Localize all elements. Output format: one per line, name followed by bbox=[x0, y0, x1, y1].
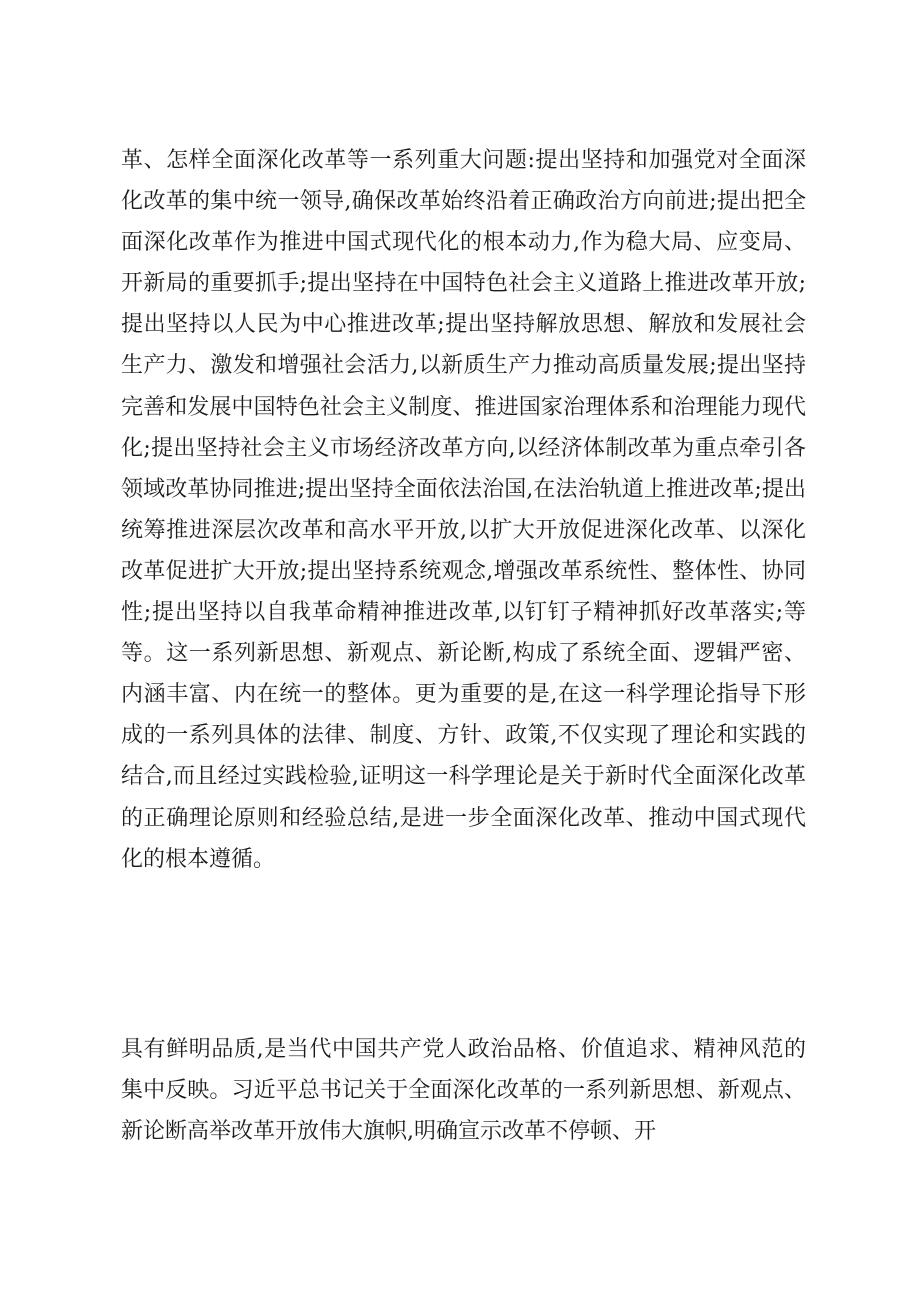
body-paragraph: 革、怎样全面深化改革等一系列重大问题:提出坚持和加强党对全面深化改革的集中统一领导,确保改革始终沿着正确政治方向前进;提出把全面深化改革作为推进中国式现代化的根本动力,作为稳大局、应变局、开新局的重要抓手;提出坚持在中国特色社会主义道路上推进改革开放;提出坚持以人民为中心推进改革;提出坚持解放思想、解放和发展社会生产力、激发和增强社会活力,以新质生产力推动高质量发展;提出坚持完善和发展中国特色社会主义制度、推进国家治理体系和治理能力现代化;提出坚持社会主义市场经济改革方向,以经济体制改革为重点牵引各领域改革协同推进;提出坚持全面依法治国,在法治轨道上推进改革;提出统筹推进深层次改革和高水平开放,以扩大开放促进深化改革、以深化改革促进扩大开放;提出坚持系统观念,增强改革系统性、整体性、协同性;提出坚持以自我革命精神推进改革,以钉钉子精神抓好改革落实;等等。这一系列新思想、新观点、新论断,构成了系统全面、逻辑严密、内涵丰富、内在统一的整体。更为重要的是,在这一科学理论指导下形成的一系列具体的法律、制度、方针、政策,不仅实现了理论和实践的结合,而且经过实践检验,证明这一科学理论是关于新时代全面深化改革的正确理论原则和经验总结,是进一步全面深化改革、推动中国式现代化的根本遵循。 bbox=[121, 148, 806, 872]
body-paragraph: 具有鲜明品质,是当代中国共产党人政治品格、价值追求、精神风范的集中反映。习近平总书记关于全面深化改革的一系列新思想、新观点、新论断高举改革开放伟大旗帜,明确宣示改革不停顿、开 bbox=[121, 1037, 806, 1145]
